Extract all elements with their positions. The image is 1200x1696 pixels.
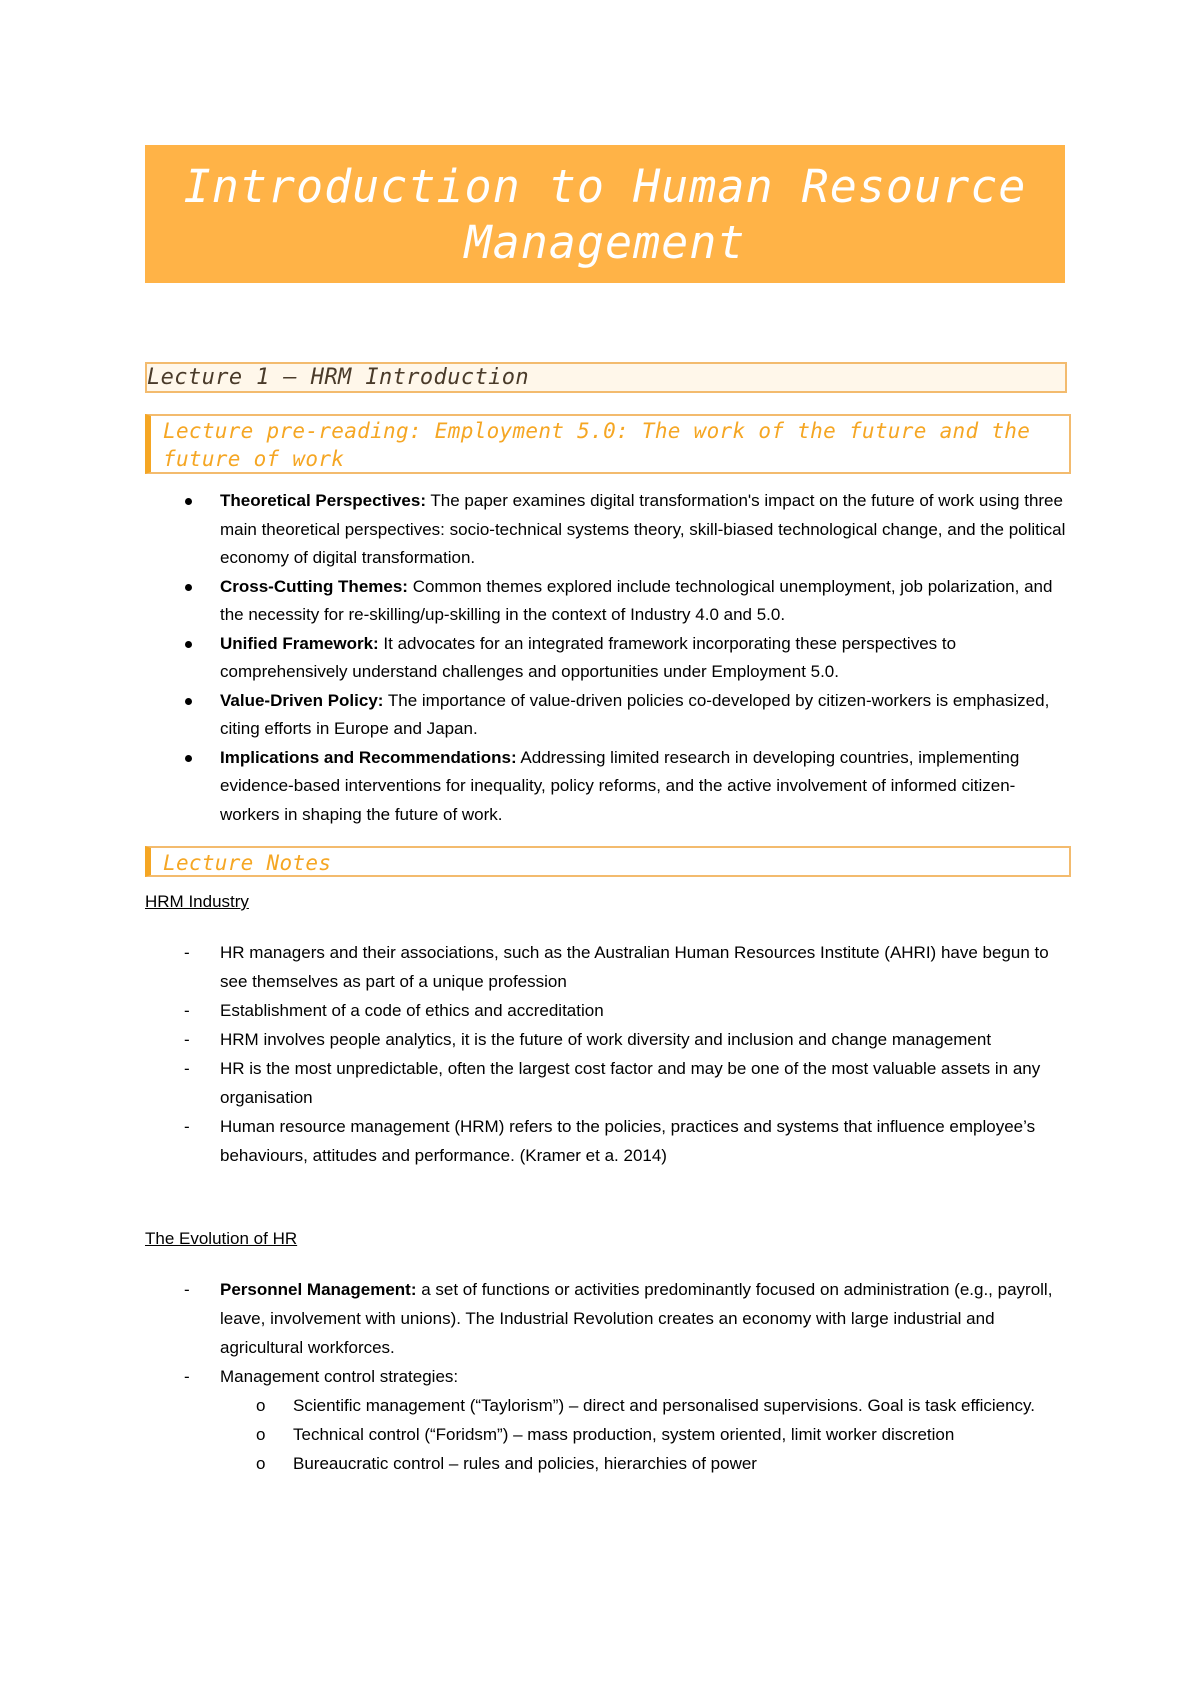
bullet-icon bbox=[185, 584, 192, 591]
title-line-2: Management bbox=[464, 216, 746, 269]
circle-bullet-icon: o bbox=[256, 1425, 266, 1444]
bullet-icon bbox=[185, 641, 192, 648]
item-text: HR managers and their associations, such as the Australian Human Resources Institute (AHRI) have begun to see themselves as part of a unique profession bbox=[220, 943, 1049, 991]
list-item bbox=[182, 1054, 1072, 1112]
list-item bbox=[220, 1391, 1072, 1420]
bullet-label: Unified Framework: bbox=[220, 633, 379, 653]
item-text: Establishment of a code of ethics and accreditation bbox=[220, 1001, 604, 1020]
bullet-label: Theoretical Perspectives: bbox=[220, 491, 426, 510]
list-item bbox=[190, 573, 1070, 630]
title-banner bbox=[145, 145, 1065, 283]
bullet-text: The paper examines digital transformation's impact on the future of work using three main theoretical perspectives: socio-technical systems theory, skill-biased technological change, and the political economy of digital transformation. bbox=[220, 491, 1066, 567]
lecture-heading-box bbox=[145, 362, 1067, 393]
list-item bbox=[190, 687, 1070, 744]
evolution-list bbox=[182, 1275, 1072, 1478]
list-item bbox=[182, 1112, 1072, 1170]
circle-bullet-icon: o bbox=[256, 1396, 266, 1415]
pre-reading-bullet-list bbox=[190, 487, 1070, 829]
dash-marker: - bbox=[184, 1001, 190, 1020]
item-text: Human resource management (HRM) refers to the policies, practices and systems that influence employee’s behaviours, attitudes and performance. (Kramer et a. 2014) bbox=[220, 1117, 1036, 1165]
list-item bbox=[182, 938, 1072, 996]
item-text: Technical control (“Foridsm”) – mass production, system oriented, limit worker discretion bbox=[293, 1425, 955, 1444]
list-item bbox=[190, 487, 1070, 573]
hrm-industry-list bbox=[182, 938, 1072, 1170]
dash-marker: - bbox=[184, 1030, 190, 1049]
item-text: Scientific management (“Taylorism”) – direct and personalised supervisions. Goal is task efficiency. bbox=[293, 1396, 1036, 1415]
pre-reading-heading-box bbox=[145, 414, 1071, 474]
item-text: HRM involves people analytics, it is the future of work diversity and inclusion and change management bbox=[220, 1030, 992, 1049]
page-title bbox=[145, 159, 1065, 271]
title-line-1: Introduction to Human Resource bbox=[183, 160, 1027, 213]
list-item bbox=[182, 1025, 1072, 1054]
dash-marker: - bbox=[184, 1367, 190, 1386]
dash-marker: - bbox=[184, 1280, 190, 1299]
bullet-label: Value-Driven Policy: bbox=[220, 690, 384, 710]
circle-bullet-icon: o bbox=[256, 1454, 266, 1473]
control-strategies-list bbox=[220, 1391, 1072, 1478]
bullet-icon bbox=[185, 698, 192, 705]
lecture-heading: Lecture 1 – HRM Introduction bbox=[147, 365, 530, 390]
list-item bbox=[182, 1275, 1072, 1362]
item-text: Management control strategies: bbox=[220, 1367, 459, 1386]
bullet-icon bbox=[185, 498, 192, 505]
item-label: Personnel Management: bbox=[220, 1280, 417, 1299]
bullet-icon bbox=[185, 755, 192, 762]
dash-marker: - bbox=[184, 943, 190, 962]
item-text: HR is the most unpredictable, often the largest cost factor and may be one of the most valuable assets in any organisation bbox=[220, 1059, 1041, 1107]
list-item bbox=[190, 630, 1070, 687]
item-text: a set of functions or activities predominantly focused on administration (e.g., payroll, leave, involvement with unions). The Industrial Revolution creates an economy with large industrial and agricultural workforces. bbox=[220, 1280, 1053, 1357]
bullet-label: Implications and Recommendations: bbox=[220, 747, 517, 767]
list-item bbox=[220, 1449, 1072, 1478]
hrm-industry-heading: HRM Industry bbox=[145, 892, 249, 911]
dash-marker: - bbox=[184, 1117, 190, 1136]
lecture-notes-heading: Lecture Notes bbox=[163, 851, 332, 875]
item-text: Bureaucratic control – rules and policies, hierarchies of power bbox=[293, 1454, 757, 1473]
bullet-text: The importance of value-driven policies co-developed by citizen-workers is emphasized, citing efforts in Europe and Japan. bbox=[220, 690, 1050, 738]
evolution-of-hr-heading: The Evolution of HR bbox=[145, 1229, 298, 1248]
list-item bbox=[182, 1362, 1072, 1478]
bullet-text: Addressing limited research in developing countries, implementing evidence-based interventions for inequality, policy reforms, and the active involvement of informed citizen-workers in shaping the future of work. bbox=[220, 747, 1020, 824]
bullet-text: Common themes explored include technological unemployment, job polarization, and the necessity for re-skilling/up-skilling in the context of Industry 4.0 and 5.0. bbox=[220, 576, 1053, 624]
bullet-text: It advocates for an integrated framework incorporating these perspectives to comprehensively understand challenges and opportunities under Employment 5.0. bbox=[220, 633, 957, 681]
lecture-notes-heading-box bbox=[145, 846, 1071, 877]
list-item bbox=[182, 996, 1072, 1025]
list-item bbox=[190, 744, 1070, 830]
dash-marker: - bbox=[184, 1059, 190, 1078]
bullet-label: Cross-Cutting Themes: bbox=[220, 576, 408, 596]
list-item bbox=[220, 1420, 1072, 1449]
pre-reading-heading: Lecture pre-reading: Employment 5.0: The work of the future and the future of work bbox=[163, 419, 1031, 471]
